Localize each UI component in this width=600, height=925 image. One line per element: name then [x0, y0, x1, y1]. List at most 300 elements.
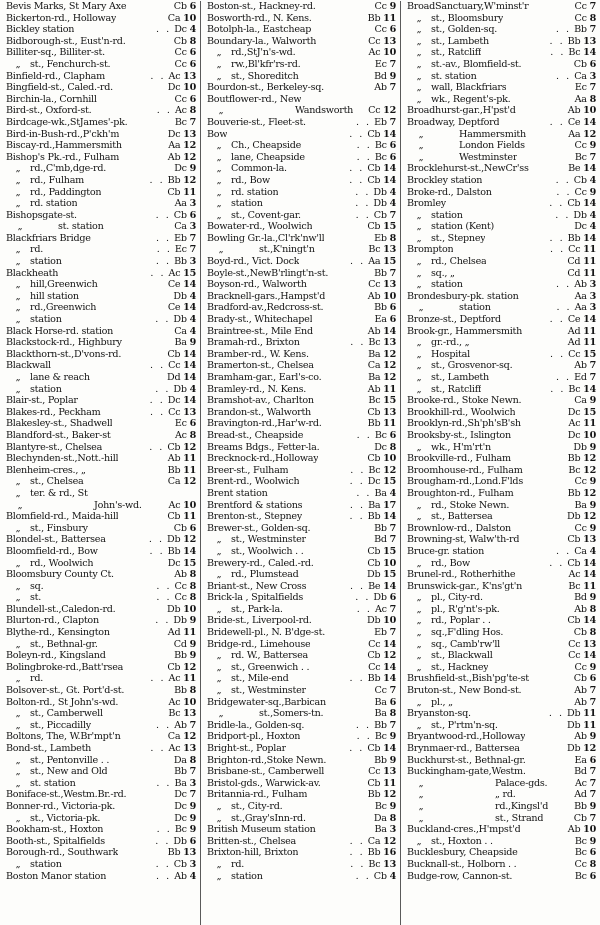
map-grid-reference: Cb 14 — [167, 348, 196, 360]
map-grid-reference: Cb 15 — [367, 221, 396, 233]
ditto-mark: „ — [216, 140, 222, 152]
entry-name: „ rd.,StJ'n's-wd. — [207, 47, 295, 59]
leader-dots: . . — [149, 360, 166, 372]
index-entry — [407, 500, 596, 512]
ditto-mark: „ — [416, 209, 422, 221]
index-entry — [207, 650, 396, 662]
map-grid-reference: Eb 8 — [374, 232, 396, 244]
ditto-mark: „ — [416, 232, 422, 244]
entry-name: „ st., Pentonville . . — [6, 755, 109, 767]
leader-dots: . . — [150, 70, 166, 82]
leader-dots: . . — [356, 151, 372, 163]
entry-name: „ rd., Poplar . . — [407, 615, 491, 627]
entry-name: „ Ch., Cheapside — [207, 140, 301, 152]
map-grid-reference: Ab 11 — [167, 453, 196, 465]
map-grid-reference: Cc 6 — [174, 93, 196, 105]
entry-name: „ st., Piccadilly — [6, 720, 91, 732]
index-entry — [6, 372, 196, 384]
map-grid-reference: Ca 12 — [167, 731, 196, 743]
entry-name: Brick-la , Spitalfields — [207, 592, 304, 604]
entry-name: „ st., Hoxton . . — [407, 836, 493, 848]
ditto-mark: „ — [416, 592, 422, 604]
map-grid-reference: Bb 7 — [374, 267, 396, 279]
entry-name: „ st., Camberwell — [6, 708, 103, 720]
entry-name: Brook-gr., Hammersmith — [407, 325, 523, 337]
leader-dots: . . — [349, 511, 365, 523]
ditto-mark: „ — [416, 441, 422, 453]
index-entry — [6, 755, 196, 767]
leader-dots: . . — [356, 429, 372, 441]
leader-dots: . . — [555, 174, 571, 186]
index-entry — [407, 59, 596, 71]
ditto-mark: „ — [416, 383, 422, 395]
entry-name: „ st., Lambeth — [407, 372, 489, 384]
entry-name: Bond-st., Lambeth — [6, 743, 92, 754]
index-entry — [407, 187, 596, 199]
index-entry — [207, 360, 396, 372]
entry-name: „ pl., City-rd. — [407, 592, 483, 604]
map-grid-reference: Cb 14 — [567, 198, 596, 210]
index-entry — [6, 546, 196, 558]
entry-name: Brushfield-st.,Bish'pg'te-st — [407, 673, 529, 685]
leader-dots: . . — [155, 256, 172, 268]
entry-name: „ station — [6, 859, 62, 871]
entry-name: „ st. — [6, 592, 41, 604]
index-entry — [6, 71, 196, 83]
entry-name: Bow — [207, 128, 228, 140]
ditto-mark: „ — [216, 186, 222, 198]
entry-name: Blythe-rd., Kensington — [6, 627, 110, 639]
map-grid-reference: Dc 13 — [167, 128, 196, 140]
map-grid-reference: Ad 11 — [567, 337, 596, 349]
entry-name: Brookville-rd., Fulham — [407, 453, 511, 465]
entry-name: Blair-st., Poplar — [6, 395, 78, 407]
entry-name: „ st., Battersea — [407, 511, 493, 523]
map-grid-reference: Dc 7 — [174, 789, 196, 801]
entry-name: Brunel-rd., Rotherhithe — [407, 569, 516, 581]
entry-name: Brenton-st., Stepney — [207, 511, 302, 523]
entry-name: „ st., Grosvenor-sq. — [407, 360, 512, 372]
entry-name: Broke-rd., Dalston — [407, 186, 492, 198]
map-grid-reference: Cc 6 — [174, 58, 196, 70]
entry-name: Boston-st., Hackney-rd. — [207, 1, 316, 12]
ditto-mark: „ — [416, 58, 422, 70]
index-entry — [6, 813, 196, 825]
ditto-mark: „ — [416, 511, 422, 523]
ditto-mark: „ — [15, 487, 21, 499]
ditto-mark: „ — [416, 372, 422, 383]
index-entry — [6, 836, 196, 848]
entry-name: „ st., Park-la. — [207, 604, 283, 616]
ditto-mark: „ — [418, 140, 424, 152]
index-entry — [207, 36, 396, 48]
index-entry — [207, 59, 396, 71]
map-grid-reference: Ac 8 — [174, 105, 196, 117]
index-entry — [207, 558, 396, 570]
ditto-mark: „ — [15, 256, 21, 268]
entry-name: Braintree-st., Mile End — [207, 325, 313, 337]
index-entry — [6, 615, 196, 627]
index-entry — [207, 129, 396, 141]
index-entry — [6, 94, 196, 106]
entry-name: „ st., Ratcliff — [407, 47, 481, 59]
index-entry — [207, 407, 396, 419]
leader-dots: . . — [350, 858, 366, 870]
map-grid-reference: Cb 12 — [167, 661, 196, 673]
leader-dots: . . — [156, 824, 172, 836]
entry-name: „ rd.,C'mb,dge-rd. — [6, 163, 106, 175]
index-entry — [407, 836, 596, 848]
map-grid-reference: Bc 9 — [174, 824, 196, 836]
entry-name: Bishopsgate-st. — [6, 209, 77, 221]
map-grid-reference: Cb 15 — [367, 545, 396, 557]
index-entry — [407, 1, 596, 13]
entry-name: Bosworth-rd., N. Kens. — [207, 12, 312, 24]
index-entry — [6, 418, 196, 430]
map-grid-reference: Bc 7 — [174, 116, 196, 128]
index-entry — [6, 778, 196, 790]
index-entry — [6, 847, 196, 859]
map-grid-reference: Bc 6 — [374, 151, 396, 163]
map-grid-reference: Dc 9 — [174, 163, 196, 175]
entry-name: „ st., Greenwich . . — [207, 662, 309, 674]
map-grid-reference: Bb 14 — [367, 673, 396, 685]
ditto-mark: „ — [416, 256, 422, 268]
entry-name: „ station — [407, 210, 463, 222]
index-entry — [6, 442, 196, 454]
map-grid-reference: Bb 12 — [167, 174, 196, 186]
map-grid-reference: Cb 14 — [367, 743, 396, 754]
leader-dots: . . — [349, 580, 366, 592]
map-grid-reference: Ab 3 — [574, 279, 596, 291]
entry-name: Bramerton-st., Chelsea — [207, 360, 314, 372]
entry-name: Brewery-rd., Caled.-rd. — [207, 557, 314, 569]
index-entry — [407, 581, 596, 593]
map-grid-reference: Cc 7 — [574, 1, 596, 12]
map-grid-reference: Dc 8 — [374, 441, 396, 453]
ditto-mark: „ — [416, 35, 422, 47]
index-entry — [6, 407, 196, 419]
ditto-mark: „ — [15, 858, 21, 870]
index-entry — [407, 801, 596, 813]
index-entry — [407, 442, 596, 454]
ditto-mark: „ — [15, 198, 21, 210]
entry-name: Bramah-rd., Brixton — [207, 337, 300, 349]
entry-name: „ st., Stepney — [407, 233, 485, 245]
map-grid-reference: Cb 10 — [367, 557, 396, 569]
entry-name: „ rw.,Bl'kfr'rs-rd. — [207, 59, 300, 71]
map-grid-reference: Cb 12 — [167, 441, 196, 453]
index-entry — [6, 766, 196, 778]
entry-name: „ wk., H'm'rt'n — [407, 442, 491, 454]
map-grid-reference: Ca 3 — [574, 70, 596, 82]
ditto-mark: „ — [15, 372, 21, 383]
entry-name: „ st., Finsbury — [6, 523, 88, 535]
index-entry — [407, 720, 596, 732]
index-entry — [6, 697, 196, 709]
ditto-mark: „ — [216, 163, 222, 175]
ditto-mark: „ — [216, 858, 222, 870]
index-entry — [6, 163, 196, 175]
entry-name: Boyson-rd., Walworth — [207, 279, 307, 291]
map-grid-reference: Ce 14 — [567, 116, 596, 128]
index-entry — [407, 476, 596, 488]
leader-dots: . . — [556, 545, 572, 557]
index-entry — [207, 639, 396, 651]
map-grid-reference: Cc 8 — [174, 592, 196, 604]
index-entry — [207, 349, 396, 361]
map-grid-reference: Ab 7 — [574, 360, 596, 372]
map-grid-reference: Dc 14 — [167, 395, 196, 407]
index-entry — [407, 534, 596, 546]
entry-name: Bolingbroke-rd.,Batt'rsea — [6, 661, 124, 673]
index-entry — [407, 685, 596, 697]
map-grid-reference: Cb 8 — [173, 35, 196, 47]
map-grid-reference: Bb 7 — [374, 719, 396, 731]
entry-name: Boyle-st.,NewB'rlingt'n-st. — [207, 267, 329, 279]
index-entry — [6, 627, 196, 639]
entry-name: Bickley station — [6, 24, 75, 36]
entry-name: Budge-row, Cannon-st. — [407, 870, 513, 882]
map-grid-reference: Ba 17 — [368, 499, 396, 511]
entry-name: „ gr.-rd., „ — [407, 337, 469, 349]
leader-dots: . . — [149, 545, 165, 557]
map-grid-reference: Cc 9 — [574, 186, 596, 198]
leader-dots: . . — [356, 487, 372, 499]
index-entry — [6, 198, 196, 210]
entry-name: Bird-st., Oxford-st. — [6, 105, 92, 117]
index-entry — [6, 13, 196, 25]
leader-dots: . . — [156, 719, 172, 731]
entry-name: „ John's-wd. — [6, 500, 142, 512]
index-entry — [407, 198, 596, 210]
entry-name: Britten-st., Chelsea — [207, 835, 297, 847]
index-entry — [6, 268, 196, 280]
entry-name: „ station — [207, 198, 263, 210]
index-entry — [6, 175, 196, 187]
entry-name: Brockley station — [407, 174, 483, 186]
leader-dots: . . — [156, 592, 172, 604]
map-grid-reference: Cc 13 — [368, 35, 396, 47]
map-grid-reference: Dc 9 — [174, 800, 196, 812]
map-grid-reference: Ad 7 — [574, 789, 596, 801]
index-entry — [407, 650, 596, 662]
entry-name: Breams Bdgs., Fetter-la. — [207, 441, 320, 453]
index-entry — [6, 673, 196, 685]
entry-name: „ st.-av., Blomfield-st. — [407, 59, 521, 71]
index-entry — [407, 569, 596, 581]
index-entry — [407, 13, 596, 25]
index-entry — [207, 430, 396, 442]
entry-name: „ st., Fenchurch-st. — [6, 59, 110, 71]
index-entry — [6, 789, 196, 801]
entry-name: Brunswick-gar., K'ns'gt'n — [407, 580, 523, 592]
ditto-mark: „ — [15, 557, 21, 569]
index-entry — [207, 523, 396, 535]
map-grid-reference: Da 8 — [173, 754, 196, 766]
ditto-mark: „ — [416, 47, 422, 59]
entry-name: BroadSanctuary,W'minst'r — [407, 1, 529, 12]
entry-name: „ st., Shoreditch — [207, 71, 299, 83]
map-grid-reference: Cc 9 — [574, 476, 596, 488]
index-entry — [407, 430, 596, 442]
ditto-mark: „ — [216, 569, 222, 581]
index-entry — [6, 302, 196, 314]
ditto-mark: „ — [416, 337, 422, 349]
entry-name: Bridgewater-sq.,Barbican — [207, 696, 326, 708]
map-grid-reference: Db 11 — [567, 708, 596, 720]
index-entry — [407, 673, 596, 685]
map-grid-reference: Ba 3 — [374, 824, 396, 836]
index-entry — [6, 662, 196, 674]
entry-name: Brady-st., Whitechapel — [207, 314, 313, 326]
map-grid-reference: Bc 13 — [168, 708, 196, 720]
map-grid-reference: Dc 4 — [174, 24, 196, 36]
index-entry — [407, 488, 596, 500]
map-grid-reference: Db 4 — [573, 209, 596, 221]
entry-name: „ rd., Fulham — [6, 175, 84, 187]
index-entry — [407, 615, 596, 627]
entry-name: Blenheim-cres., „ — [6, 464, 86, 476]
entry-name: „ st. station — [6, 221, 104, 233]
index-entry — [407, 36, 596, 48]
entry-name: „ rd. W., Battersea — [207, 650, 308, 662]
map-grid-reference: Ac 10 — [168, 696, 196, 708]
entry-name: „ st., City-rd. — [207, 801, 282, 813]
index-entry — [207, 291, 396, 303]
index-entry — [407, 592, 596, 604]
entry-name: „ st., Victoria-pk. — [6, 813, 100, 825]
map-grid-reference: Bc 7 — [574, 151, 596, 163]
entry-name: Bracknell-gars.,Hampst'd — [207, 290, 326, 302]
map-grid-reference: Be 14 — [568, 163, 596, 175]
entry-name: „ Wandsworth — [207, 105, 353, 117]
entry-name: „ sq., Camb'rw'll — [407, 639, 500, 651]
index-entry — [207, 789, 396, 801]
map-grid-reference: Da 8 — [373, 812, 396, 824]
leader-dots: . . — [355, 209, 371, 221]
ditto-mark: „ — [15, 592, 21, 604]
entry-name: Bucknall-st., Holborn . . — [407, 858, 517, 870]
entry-name: Brompton — [407, 244, 454, 256]
map-grid-reference: Bc 14 — [568, 383, 596, 395]
map-grid-reference: Bd 7 — [574, 766, 596, 778]
map-grid-reference: Bc 9 — [374, 800, 396, 812]
entry-name: „ st., Blackwall — [407, 650, 493, 662]
ditto-mark: „ — [416, 661, 422, 673]
entry-name: „ hill,Greenwich — [6, 279, 98, 291]
map-grid-reference: Ca 3 — [174, 221, 196, 233]
entry-name: Brooklyn-rd.,Sh'ph'sB'sh — [407, 418, 521, 430]
index-entry — [407, 384, 596, 396]
map-grid-reference: Cc 7 — [374, 685, 396, 697]
entry-name: „ st., Westminster — [207, 534, 306, 546]
index-entry — [407, 604, 596, 616]
map-grid-reference: Be 14 — [368, 580, 396, 592]
index-entry — [6, 824, 196, 836]
leader-dots: . . — [549, 232, 565, 244]
ditto-mark: „ — [216, 198, 222, 210]
entry-name: „ Palace-gds. — [407, 778, 547, 790]
index-entry — [6, 140, 196, 152]
leader-dots: . . — [355, 198, 371, 210]
entry-name: Blackheath — [6, 267, 59, 279]
ditto-mark: „ — [416, 696, 422, 708]
index-entry — [207, 500, 396, 512]
map-grid-reference: Cb 11 — [367, 777, 396, 789]
ditto-mark: „ — [416, 603, 422, 615]
map-grid-reference: Aa 12 — [568, 128, 596, 140]
index-entry — [207, 592, 396, 604]
map-grid-reference: Bb 9 — [174, 650, 196, 662]
entry-name: Blackthorn-st.,D'vons-rd. — [6, 348, 122, 360]
map-grid-reference: Dc 10 — [567, 429, 596, 441]
ditto-mark: „ — [15, 812, 21, 824]
index-entry — [207, 314, 396, 326]
entry-name: Blakes-rd., Peckham — [6, 406, 101, 418]
ditto-mark: „ — [418, 789, 424, 801]
entry-name: Broadway, Deptford — [407, 116, 500, 128]
index-entry — [6, 430, 196, 442]
entry-name: „ Hospital — [407, 349, 470, 361]
entry-name: Blomfield-rd., Maida-hill — [6, 511, 119, 523]
entry-name: „ wall, Blackfriars — [407, 82, 506, 94]
ditto-mark: „ — [216, 673, 222, 685]
leader-dots: . . — [349, 743, 365, 754]
index-entry — [407, 731, 596, 743]
index-entry — [6, 152, 196, 164]
map-grid-reference: Ab 10 — [567, 824, 596, 836]
map-grid-reference: Cb 3 — [173, 858, 196, 870]
entry-name: Booth-st., Spitalfields — [6, 835, 105, 847]
map-grid-reference: Db 9 — [573, 441, 596, 453]
ditto-mark: „ — [416, 627, 422, 639]
index-entry — [207, 256, 396, 268]
map-grid-reference: Cb 6 — [173, 522, 196, 534]
map-grid-reference: Aa 3 — [174, 198, 196, 210]
entry-name: „ station — [6, 384, 62, 396]
entry-name: „ sq.,F'dling Hos. — [407, 627, 503, 639]
entry-name: „ lane, Cheapside — [207, 152, 305, 164]
leader-dots: . . — [150, 673, 166, 685]
leader-dots: . . — [156, 580, 172, 592]
leader-dots: . . — [555, 372, 572, 383]
map-grid-reference: Bc 6 — [574, 847, 596, 859]
map-grid-reference: Db 9 — [173, 615, 196, 627]
entry-name: Brynmaer-rd., Battersea — [407, 743, 520, 754]
index-entry — [207, 743, 396, 755]
entry-name: Buckingham-gate,Westm. — [407, 766, 526, 778]
map-grid-reference: Db 10 — [167, 603, 196, 615]
ditto-mark: „ — [216, 151, 222, 163]
ditto-mark: „ — [15, 580, 21, 592]
map-grid-reference: Cb 13 — [567, 534, 596, 546]
entry-name: „ st., Covent-gar. — [207, 210, 301, 222]
ditto-mark: „ — [418, 777, 424, 789]
map-grid-reference: Bb 14 — [167, 545, 196, 557]
index-entry — [407, 824, 596, 836]
map-grid-reference: Ab 4 — [174, 870, 196, 882]
map-grid-reference: Ba 9 — [574, 499, 596, 511]
index-entry — [207, 13, 396, 25]
map-grid-reference: Eb 7 — [174, 232, 196, 244]
leader-dots: . . — [349, 128, 365, 140]
map-grid-reference: Dc 15 — [367, 476, 396, 488]
index-entry — [6, 47, 196, 59]
entry-name: Boyd-rd., Vict. Dock — [207, 256, 300, 268]
index-entry — [407, 337, 596, 349]
entry-name: Bourdon-st., Berkeley-sq. — [207, 82, 324, 94]
